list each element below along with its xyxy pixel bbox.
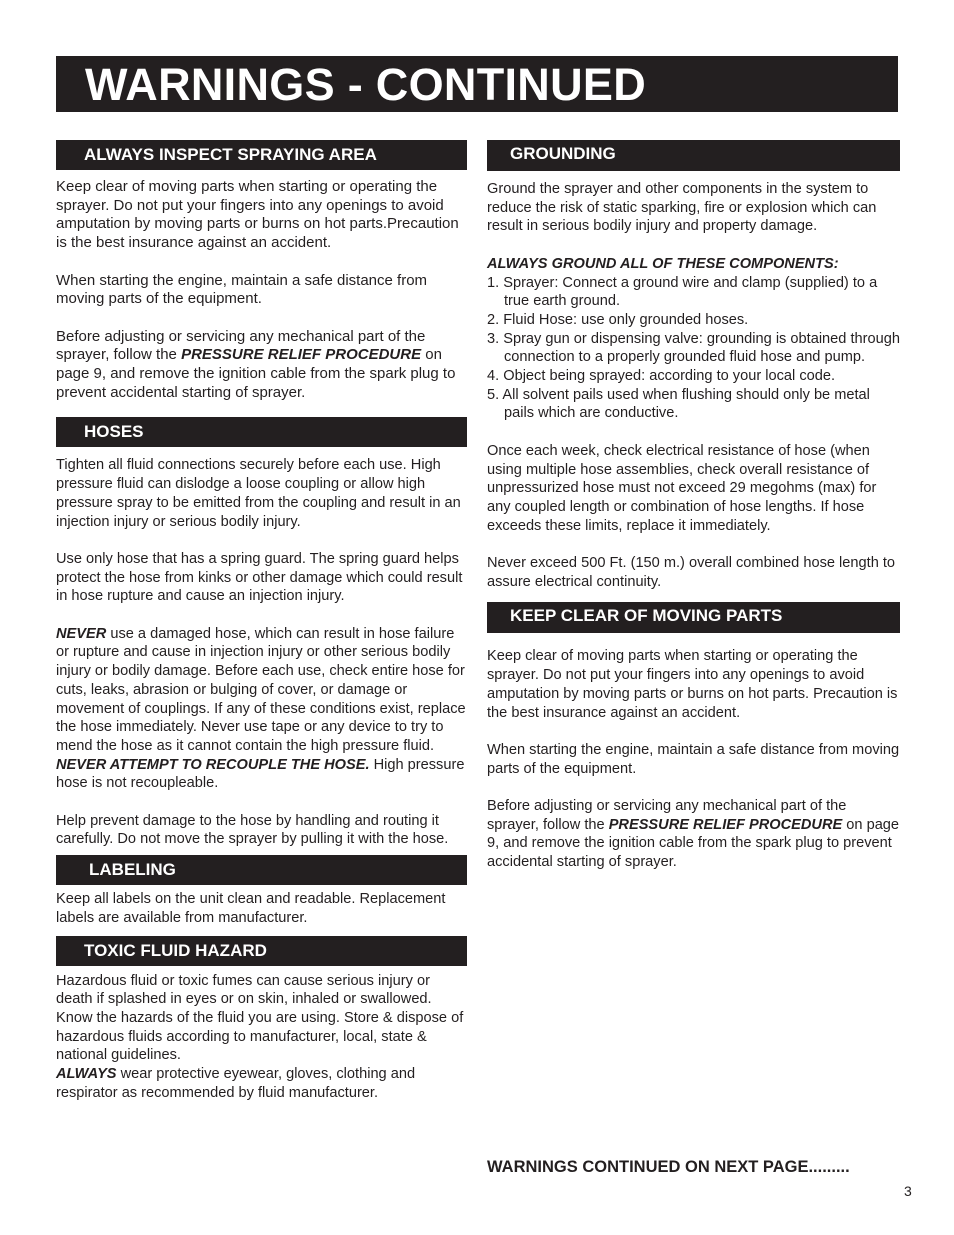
list-item: 1. Sprayer: Connect a ground wire and clamp (supplied) to a true earth ground. (487, 274, 878, 310)
moving-paragraph-2: When starting the engine, maintain a safe distance from moving parts of the equipment. (487, 741, 900, 777)
moving-p3-text-a: Before adjusting or servicing any mechanical part of the sprayer, follow the (487, 798, 847, 833)
grounding-paragraph-1: Ground the sprayer and other components in the system to reduce the risk of static sparking, fire or explosion which can result in serious bodily injury and property damage. (487, 181, 877, 235)
inspect-paragraph-3 (56, 328, 469, 403)
hoses-paragraph-3 (56, 625, 469, 793)
title-bar (56, 56, 898, 112)
moving-paragraph-3 (487, 797, 900, 872)
toxic-paragraph-2 (56, 1065, 469, 1102)
moving-paragraph-1: Keep clear of moving parts when starting or operating the sprayer. Do not put your fingers into any openings to avoid amputation by moving parts or burns on hot parts. Precaution is the best insurance against an accident. (487, 648, 898, 721)
list-item: 4. Object being sprayed: according to your local code. (487, 368, 836, 385)
grounding-paragraph-3: Never exceed 500 Ft. (150 m.) overall combined hose length to assure electrical continuity. (487, 555, 896, 590)
hoses-p3-never: NEVER (56, 625, 107, 642)
grounding-component-list (487, 274, 900, 424)
section-heading-toxic: TOXIC FLUID HAZARD (56, 936, 467, 966)
left-column (56, 140, 469, 1102)
right-column (487, 140, 900, 872)
toxic-paragraph-1: Hazardous fluid or toxic fumes can cause serious injury or death if splashed in eyes or on skin, inhaled or swallowed. Know the hazards of the fluid you are using. Store & dispose of hazardous fluids according to manufacturer, local, state & national guidelines. (56, 972, 464, 1064)
grounding-subheading: ALWAYS GROUND ALL OF THESE COMPONENTS: (487, 255, 839, 272)
inspect-p3-text-a: Before adjusting or servicing any mechanical part of the sprayer, follow the (56, 327, 426, 364)
section-heading-inspect: ALWAYS INSPECT SPRAYING AREA (56, 140, 467, 170)
page-number: 3 (904, 1183, 912, 1199)
section-heading-labeling: LABELING (56, 855, 467, 885)
section-keep-clear-moving-parts (487, 602, 900, 871)
hoses-paragraph-2: Use only hose that has a spring guard. The spring guard helps protect the hose from kinks or other damage which could result in hose rupture and cause an injection injury. (56, 550, 463, 605)
grounding-paragraph-2: Once each week, check electrical resistance of hose (when using multiple hose assemblies, check overall resistance of unpressurized hose must not exceed 29 megohms (max) for any coupled length or combination of hose lengths. If hose exceeds these limits, replace it immediately. (487, 442, 877, 534)
section-heading-hoses: HOSES (56, 417, 467, 447)
hoses-paragraph-4: Help prevent damage to the hose by handling and routing it carefully. Do not move the sprayer by pulling it with the hose. (56, 812, 449, 848)
inspect-p3-text-c: on page 9, and remove the ignition cable from the spark plug to prevent accidental starting of sprayer. (56, 346, 456, 401)
moving-p3-emphasis: PRESSURE RELIEF PROCEDURE (608, 816, 843, 833)
section-heading-grounding: GROUNDING (487, 140, 900, 171)
section-toxic-fluid-hazard (56, 936, 469, 1103)
hoses-p3-text-d: High pressure hose is not recoupleable. (56, 756, 465, 792)
hoses-p3-text-b: use a damaged hose, which can result in hose failure or rupture and cause in injection injury or other serious bodily injury or bodily damage. Before each use, check entire hose for cuts, leaks, abrasion or bulging of cover, or damage or movement of couplings. If any of these conditions exist, replace the hose immediately. Never use tape or any device to try to mend the hose as it cannot contain the high pressure fluid. (56, 625, 466, 754)
hoses-p3-never-attempt: NEVER ATTEMPT TO RECOUPLE THE HOSE. (56, 756, 370, 773)
section-heading-moving-parts: KEEP CLEAR OF MOVING PARTS (487, 602, 900, 633)
section-inspect-spraying-area (56, 140, 469, 402)
page-title: WARNINGS - CONTINUED (85, 59, 646, 110)
inspect-paragraph-2: When starting the engine, maintain a safe distance from moving parts of the equipment. (56, 271, 428, 308)
moving-p3-text-c: on page 9, and remove the ignition cable from the spark plug to prevent accidental starting of sprayer. (487, 816, 900, 871)
hoses-paragraph-1: Tighten all fluid connections securely before each use. High pressure fluid can dislodge a loose coupling or allow high pressure spray to be emitted from the coupling and result in an injection injury or serious bodily injury. (56, 457, 461, 530)
inspect-paragraph-1: Keep clear of moving parts when starting or operating the sprayer. Do not put your fingers into any openings to avoid amputation by moving parts or burns on hot parts.Precaution is the best insurance against an accident. (56, 178, 459, 252)
list-item: 5. All solvent pails used when flushing should only be metal pails which are conductive. (487, 386, 870, 422)
section-hoses (56, 417, 469, 849)
section-labeling (56, 855, 469, 927)
section-grounding (487, 140, 900, 591)
list-item: 3. Spray gun or dispensing valve: grounding is obtained through connection to a properly grounded fluid hose and pump. (487, 330, 900, 366)
toxic-p2-text-b: wear protective eyewear, gloves, clothing and respirator as recommended by fluid manufacturer. (56, 1066, 416, 1101)
toxic-p2-always: ALWAYS (56, 1066, 117, 1083)
list-item: 2. Fluid Hose: use only grounded hoses. (487, 311, 749, 328)
inspect-p3-emphasis: PRESSURE RELIEF PROCEDURE (181, 346, 422, 364)
labeling-paragraph-1: Keep all labels on the unit clean and readable. Replacement labels are available from manufacturer. (56, 891, 446, 926)
continued-note: WARNINGS CONTINUED ON NEXT PAGE......... (487, 1158, 850, 1176)
